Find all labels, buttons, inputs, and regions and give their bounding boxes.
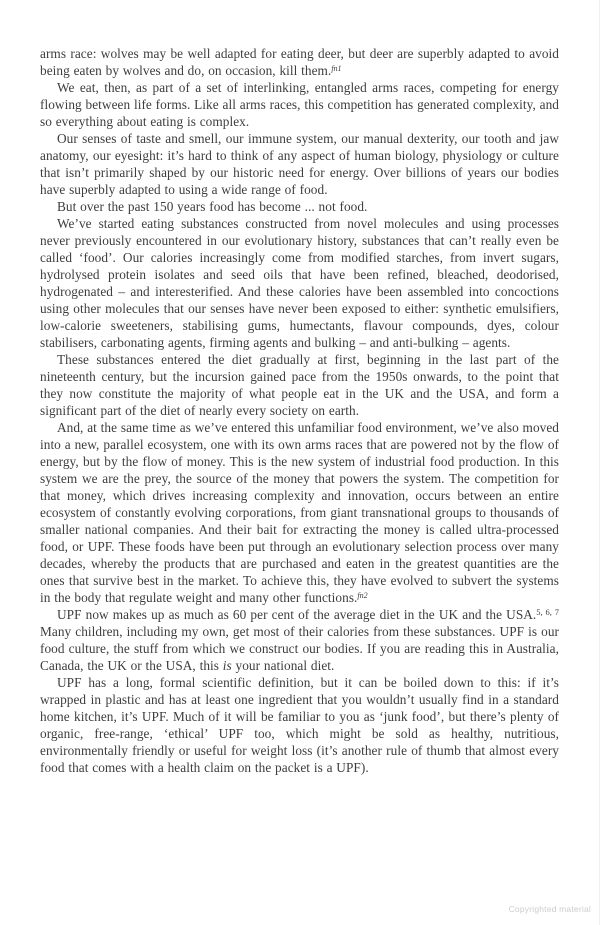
paragraph-text: And, at the same time as we’ve entered this unfamiliar food environment, we’ve also moved into a new, parallel ecosystem, one with its own arms races that are powered not by the flow of energy, but by the flow of money. This is the new system of industrial food production. In this system we are the prey, the source of the money that powers the system. The competition for that money, which drives increasing complexity and innovation, occurs between an entire ecosystem of constantly evolving corporations, from giant transnational groups to thousands of smaller national companies. And their bait for extracting the money is called ultra-processed food, or UPF. These foods have been put through an evolutionary selection process over many decades, whereby the products that are purchased and eaten in the greatest quantities are the ones that survive best in the market. To achieve this, they have evolved to subvert the systems in the body that regulate weight and many other functions. (40, 420, 559, 605)
paragraph-text: UPF has a long, formal scientific definition, but it can be boiled down to this: if it’s wrapped in plastic and has at least one ingredient that you wouldn’t usually find in a standard home kitchen, it’s UPF. Much of it will be familiar to you as ‘junk food’, but there’s plenty of organic, free-range, ‘ethical’ UPF too, which might be sold as healthy, nutritious, environmentally friendly or useful for weight loss (it’s another rule of thumb that almost every food that comes with a health claim on the packet is a UPF). (40, 675, 559, 775)
paragraph-text: We’ve started eating substances constructed from novel molecules and using processes never previously encountered in our evolutionary history, substances that can’t really even be called ‘food’. Our calories increasingly come from modified starches, from invert sugars, hydrolysed protein isolates and seed oils that have been refined, bleached, deodorised, hydrogenated – and interesterified. And these calories have been assembled into concoctions using other molecules that our senses have never been exposed to either: synthetic emulsifiers, low-calorie sweeteners, stabilising gums, humectants, flavour compounds, dyes, colour stabilisers, carbonating agents, firming agents and bulking – and anti-bulking – agents. (40, 216, 559, 350)
paragraph (40, 606, 559, 674)
page-text-block (40, 45, 559, 776)
emphasized-word: is (222, 658, 232, 673)
paragraph (40, 419, 559, 606)
paragraph-text: Many children, including my own, get most of their calories from these substances. UPF is our food culture, the stuff from which we construct our bodies. If you are reading this in Australia, Canada, the UK or the USA, this (40, 624, 559, 673)
footnote-marker: fn1 (331, 64, 342, 73)
paragraph-text: Our senses of taste and smell, our immune system, our manual dexterity, our tooth and jaw anatomy, our eyesight: it’s hard to think of any aspect of human biology, physiology or culture that isn’t primarily shaped by our historic need for energy. Over billions of years our bodies have superbly adapted to using a wide range of food. (40, 131, 559, 197)
paragraph (40, 351, 559, 419)
paragraph-text: We eat, then, as part of a set of interlinking, entangled arms races, competing for energy flowing between life forms. Like all arms races, this competition has generated complexity, and so everything about eating is complex. (40, 80, 559, 129)
paragraph (40, 79, 559, 130)
paragraph (40, 45, 559, 79)
paragraph-text: your national diet. (231, 658, 335, 673)
paragraph (40, 215, 559, 351)
citation-marker: 5, 6, 7 (536, 607, 559, 617)
paragraph-text: But over the past 150 years food has become ... not food. (57, 199, 368, 214)
paragraph-text: arms race: wolves may be well adapted for eating deer, but deer are superbly adapted to avoid being eaten by wolves and do, on occasion, kill them. (40, 46, 559, 78)
paragraph (40, 130, 559, 198)
paragraph (40, 198, 559, 215)
copyright-watermark: Copyrighted material (508, 904, 591, 914)
paragraph-text: These substances entered the diet gradually at first, beginning in the last part of the nineteenth century, but the incursion gained pace from the 1950s onwards, to the point that they now constitute the majority of what people eat in the UK and the USA, and form a significant part of the diet of nearly every society on earth. (40, 352, 559, 418)
paragraph-text: UPF now makes up as much as 60 per cent of the average diet in the UK and the USA. (57, 607, 537, 622)
footnote-marker: fn2 (357, 591, 368, 600)
paragraph (40, 674, 559, 776)
